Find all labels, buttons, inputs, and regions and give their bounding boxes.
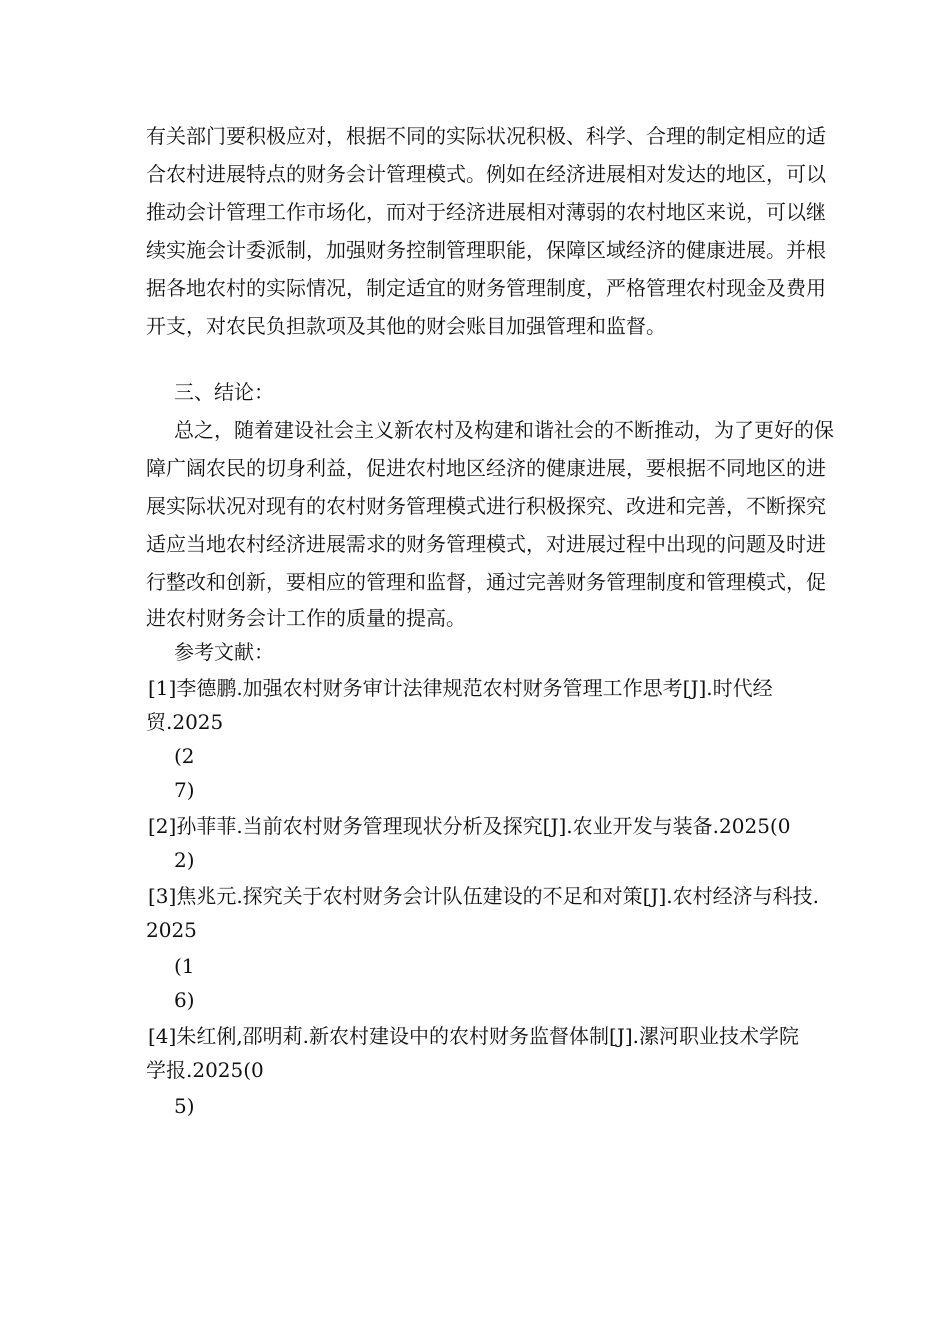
paragraph-line: 合农村进展特点的财务会计管理模式。例如在经济进展相对发达的地区，可以 (146, 162, 826, 186)
conclusion-line: 总之，随着建设社会主义新农村及构建和谐社会的不断推动，为了更好的保 (174, 418, 834, 442)
reference-line: 5) (174, 1094, 195, 1118)
conclusion-line: 适应当地农村经济进展需求的财务管理模式，对进展过程中出现的问题及时进 (146, 532, 826, 556)
reference-line: 学报.2025(0 (146, 1058, 264, 1082)
conclusion-line: 行整改和创新，要相应的管理和监督，通过完善财务管理制度和管理模式，促 (146, 570, 826, 594)
reference-line: [1]李德鹏.加强农村财务审计法律规范农村财务管理工作思考[J].时代经 (148, 676, 773, 700)
references-heading: 参考文献： (174, 640, 274, 664)
reference-line: 2025 (146, 918, 197, 942)
conclusion-line: 障广阔农民的切身利益，促进农村地区经济的健康进展，要根据不同地区的进 (146, 456, 826, 480)
reference-line: 7) (174, 778, 195, 802)
paragraph-line: 推动会计管理工作市场化，而对于经济进展相对薄弱的农村地区来说，可以继 (146, 200, 826, 224)
conclusion-line: 展实际状况对现有的农村财务管理模式进行积极探究、改进和完善，不断探究 (146, 494, 826, 518)
paragraph-line: 据各地农村的实际情况，制定适宜的财务管理制度，严格管理农村现金及费用 (146, 276, 826, 300)
conclusion-line: 进农村财务会计工作的质量的提高。 (146, 606, 466, 630)
reference-line: 6) (174, 988, 195, 1012)
paragraph-line: 开支，对农民负担款项及其他的财会账目加强管理和监督。 (146, 314, 666, 338)
paragraph-line: 续实施会计委派制，加强财务控制管理职能，保障区域经济的健康进展。并根 (146, 238, 826, 262)
reference-line: [2]孙菲菲.当前农村财务管理现状分析及探究[J].农业开发与装备.2025(0 (148, 814, 791, 838)
reference-line: (2 (174, 744, 195, 768)
reference-line: 贸.2025 (146, 710, 224, 734)
section-heading: 三、结论： (174, 380, 274, 404)
reference-line: [3]焦兆元.探究关于农村财务会计队伍建设的不足和对策[J].农村经济与科技. (148, 884, 820, 908)
reference-line: 2) (174, 848, 195, 872)
paragraph-line: 有关部门要积极应对，根据不同的实际状况积极、科学、合理的制定相应的适 (146, 124, 826, 148)
reference-line: (1 (174, 954, 195, 978)
reference-line: [4]朱红俐,邵明莉.新农村建设中的农村财务监督体制[J].漯河职业技术学院 (148, 1024, 800, 1048)
